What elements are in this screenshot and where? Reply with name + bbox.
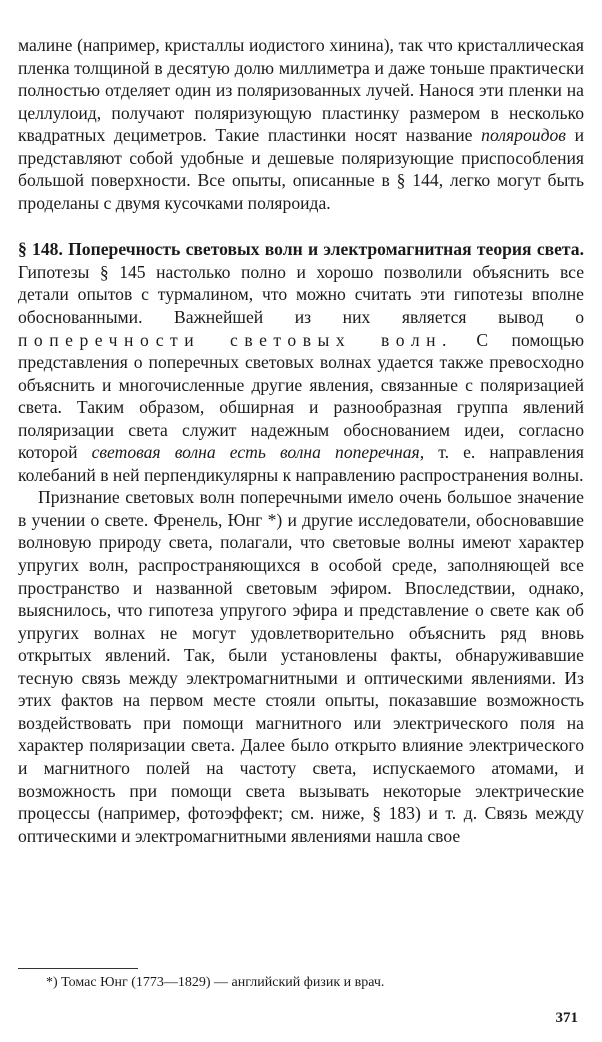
italic-emphasis: световая волна есть волна поперечная, xyxy=(91,442,425,463)
paragraph-continuation: малине (например, кристаллы иодистого хинина), так что кристаллическая пленка толщиной в десятую долю миллиметра и даже тоньше практически полностью отделяет один из поляризованных лучей. Нанося эти пленки на целлулоид, получают поляризующую пластинку размером в несколько квадратных дециметров. Такие пластинки носят название поляроидов и представляют собой удобные и дешевые поляризующие приспособления большой поверхности. Все опыты, описанные в § 144, легко могут быть проделаны с двумя кусочками поляроида. xyxy=(18,35,585,213)
section-paragraph: § 148. Поперечность световых волн и электромагнитная теория света. Гипотезы § 145 настолько полно и хорошо позволили объяснить все детали опытов с турмалином, что можно считать эти гипотезы вполне обоснованными. Важнейшей из них является вывод о поперечности световых волн. С помощью представления о поперечных световых волнах удается также превосходно объяснить и многочисленные другие явления, связанные с поляризацией света. Таким образом, обширная и разнообразная группа явлений поляризации света служит надежным обоснованием идеи, согласно которой световая волна есть волна поперечная, т. е. направления колебаний в ней перпендикулярны к направлению распространения волны. xyxy=(18,239,585,485)
footnote-rule xyxy=(18,968,138,969)
footnote: *) Томас Юнг (1773—1829) — английский физик и врач. xyxy=(46,975,385,990)
body-text xyxy=(18,34,584,847)
section-heading: § 148. Поперечность световых волн и электромагнитная теория света. xyxy=(18,239,584,260)
paragraph: Признание световых волн поперечными имело очень большое значение в учении о свете. Френель, Юнг *) и другие исследователи, обосновавшие волновую природу света, полагали, что световые волны имеют характер упругих волн, распространяющихся в особой среде, заполняющей все пространство и названной световым эфиром. Впоследствии, однако, выяснилось, что гипотеза упругого эфира и представление о свете как об упругих волнах не могут удовлетворительно объяснить ряд вновь открытых явлений. Так, были установлены факты, обнаруживавшие тесную связь между электромагнитными и оптическими явлениями. Из этих фактов на первом месте стояли опыты, показавшие возможность воздействовать при помощи магнитного или электрического поля на характер поляризации света. Далее было открыто влияние электрического и магнитного полей на частоту света, испускаемого атомами, и возможность при помощи света вызывать некоторые электрические процессы (например, фотоэффект; см. ниже, § 183) и т. д. Связь между оптическими и электромагнитными явлениями нашла свое xyxy=(18,487,584,846)
emphasis-term: поляроидов xyxy=(481,125,566,146)
page-number: 371 xyxy=(555,1010,578,1026)
spaced-emphasis: поперечности световых волн. xyxy=(18,329,453,350)
